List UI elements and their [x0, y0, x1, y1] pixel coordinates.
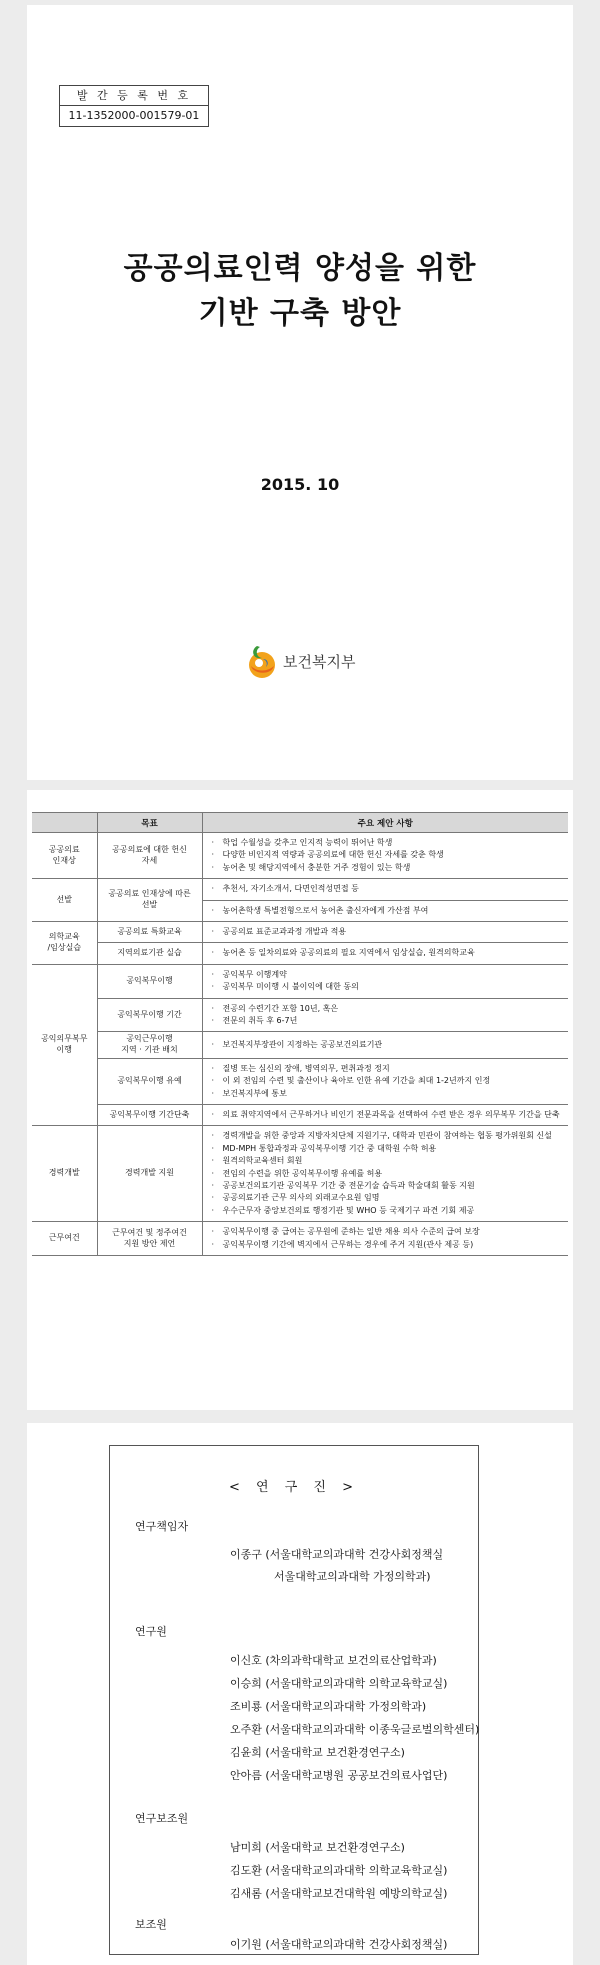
member-researcher: 조비룡 (서울대학교의과대학 가정의학과)	[230, 1700, 427, 1713]
table-row	[32, 1058, 568, 1104]
proposal-cell	[202, 1222, 568, 1256]
header-area	[32, 813, 97, 833]
report-title-line2: 기반 구축 방안	[198, 296, 402, 331]
member-assistant: 김새롬 (서울대학교보건대학원 예방의학교실)	[230, 1887, 448, 1900]
member-researcher: 김윤희 (서울대학교 보건환경연구소)	[230, 1746, 405, 1759]
proposal-cell	[202, 1058, 568, 1104]
goal-cell: 공공의료에 대한 헌신 자세	[97, 833, 202, 879]
registration-label: 발 간 등 록 번 호	[60, 86, 208, 106]
goal-cell: 공익복무이행 유예	[97, 1058, 202, 1104]
table-row	[32, 943, 568, 964]
registration-box	[59, 85, 209, 127]
proposal-item: · 보건복지부장관이 지정하는 공공보건의료기관	[211, 1039, 561, 1051]
ministry-emblem-icon	[245, 642, 279, 680]
proposal-item: · 질병 또는 심신의 장애, 병역의무, 편취과정 정지	[211, 1063, 561, 1075]
research-team-title: < 연 구 진 >	[229, 1480, 359, 1495]
proposal-item: · 원격의학교육센터 회원	[211, 1155, 561, 1167]
report-title-line1: 공공의료인력 양성을 위한	[123, 251, 477, 286]
goal-cell: 공익복무이행	[97, 964, 202, 998]
proposal-cell	[202, 833, 568, 879]
proposal-item: · 의료 취약지역에서 근무하거나 비인기 전문과목을 선택하여 수련 받은 경우 의무복무 기간을 단축	[211, 1109, 561, 1121]
role-aide: 보조원	[135, 1918, 167, 1931]
table-row	[32, 998, 568, 1032]
header-goal: 목표	[97, 813, 202, 833]
registration-number: 11-1352000-001579-01	[68, 109, 200, 122]
member-researcher: 이신호 (차의과학대학교 보건의료산업학과)	[230, 1654, 437, 1667]
table-row	[32, 1032, 568, 1059]
member-researcher: 안아름 (서울대학교병원 공공보건의료사업단)	[230, 1769, 448, 1782]
proposal-item: · 공익복무 이행계약	[211, 969, 561, 981]
member-assistant: 김도환 (서울대학교의과대학 의학교육학교실)	[230, 1864, 448, 1877]
area-cell: 공공의료 인재상	[32, 833, 97, 879]
proposal-item: · 공익복무 미이행 시 불이익에 대한 동의	[211, 981, 561, 993]
proposal-cell	[202, 921, 568, 942]
goal-cell: 공공의료 특화교육	[97, 921, 202, 942]
area-cell: 공익의무복무 이행	[32, 964, 97, 1126]
proposal-item: · MD-MPH 통합과정과 공익복무이행 기간 중 대학원 수학 허용	[211, 1143, 561, 1155]
proposal-item: · 공익복무이행 중 급여는 공무원에 준하는 일반 채용 의사 수준의 급여 보장	[211, 1226, 561, 1238]
research-team-box	[109, 1445, 479, 1955]
header-proposals: 주요 제안 사항	[202, 813, 568, 833]
proposal-cell	[202, 1105, 568, 1126]
proposal-item: · 추천서, 자기소개서, 다면인적성면접 등	[211, 883, 561, 895]
member-lead-line1: 이종구 (서울대학교의과대학 건강사회정책실	[230, 1548, 444, 1561]
role-assistants: 연구보조원	[135, 1812, 189, 1825]
table-row	[32, 1222, 568, 1256]
proposal-item: · 농어촌 및 해당지역에서 충분한 거주 경험이 있는 학생	[211, 862, 561, 874]
proposal-table	[32, 812, 568, 1256]
member-researcher: 이승희 (서울대학교의과대학 의학교육학교실)	[230, 1677, 448, 1690]
member-aide: 이기원 (서울대학교의과대학 건강사회정책실)	[230, 1938, 448, 1951]
table-header-row	[32, 813, 568, 833]
goal-cell: 공익근무이행 지역 · 기관 배치	[97, 1032, 202, 1059]
proposal-item: · 다양한 비인지적 역량과 공공의료에 대한 헌신 자세를 갖춘 학생	[211, 849, 561, 861]
goal-cell: 공공의료 인재상에 따른 선발	[97, 879, 202, 922]
proposal-cell	[202, 1032, 568, 1059]
proposal-item: · 전임의 수련을 위한 공익복무이행 유예를 허용	[211, 1168, 561, 1180]
proposal-item: · 전공의 수련기간 포함 10년, 혹은	[211, 1003, 561, 1015]
proposal-item: · 경력개발을 위한 중앙과 지방자치단체 지원기구, 대학과 민관이 참여하는 협동 평가위원회 신설	[211, 1130, 561, 1142]
table-row	[32, 1105, 568, 1126]
proposal-item: · 전문의 취득 후 6-7년	[211, 1015, 561, 1027]
table-row	[32, 921, 568, 942]
area-cell: 경력개발	[32, 1126, 97, 1222]
member-lead-line2: 서울대학교의과대학 가정의학과)	[274, 1570, 431, 1583]
area-cell: 근무여건	[32, 1222, 97, 1256]
proposal-item: · 우수근무자 중앙보건의료 행정기관 및 WHO 등 국제기구 파견 기회 제공	[211, 1205, 561, 1217]
research-team-page	[27, 1423, 573, 1965]
proposal-item: · 공공보건의료기관 공익복무 기간 중 전문기술 습득과 학술대회 활동 지원	[211, 1180, 561, 1192]
goal-cell: 공익복무이행 기간	[97, 998, 202, 1032]
area-cell: 선발	[32, 879, 97, 922]
proposal-item: · 보건복지부에 통보	[211, 1088, 561, 1100]
proposal-item: · 농어촌 등 일차의료와 공공의료의 필요 지역에서 임상실습, 원격의학교육	[211, 947, 561, 959]
area-cell: 의학교육 /임상실습	[32, 921, 97, 964]
proposal-cell	[202, 964, 568, 998]
proposal-cell	[202, 879, 568, 900]
proposal-item: · 학업 수월성을 갖추고 인지적 능력이 뛰어난 학생	[211, 837, 561, 849]
goal-cell: 근무여건 및 정주여건 지원 방안 제언	[97, 1222, 202, 1256]
proposal-item: · 공공의료기관 근무 의사의 외래교수요원 임명	[211, 1192, 561, 1204]
proposal-table-page	[27, 790, 573, 1410]
proposal-cell	[202, 1126, 568, 1222]
proposal-item: · 공익복무이행 기간에 벽지에서 근무하는 경우에 주거 지원(관사 제공 등)	[211, 1239, 561, 1251]
member-assistant: 남미희 (서울대학교 보건환경연구소)	[230, 1841, 405, 1854]
cover-page	[27, 5, 573, 780]
role-researchers: 연구원	[135, 1625, 167, 1638]
role-lead: 연구책임자	[135, 1520, 189, 1533]
goal-cell: 경력개발 지원	[97, 1126, 202, 1222]
proposal-item: · 이 외 전임의 수련 및 출산이나 육아로 인한 유예 기간을 최대 1-2년까지 인정	[211, 1075, 561, 1087]
proposal-cell	[202, 943, 568, 964]
goal-cell: 지역의료기관 실습	[97, 943, 202, 964]
member-researcher: 오주환 (서울대학교의과대학 이종욱글로벌의학센터)	[230, 1723, 480, 1736]
proposal-cell	[202, 900, 568, 921]
proposal-item: · 공공의료 표준교과과정 개발과 적용	[211, 926, 561, 938]
ministry-name: 보건복지부	[283, 652, 356, 671]
proposal-cell	[202, 998, 568, 1032]
table-row	[32, 833, 568, 879]
ministry-logo	[245, 642, 355, 680]
table-row	[32, 1126, 568, 1222]
proposal-item: · 농어촌학생 특별전형으로서 농어촌 출신자에게 가산점 부여	[211, 905, 561, 917]
table-row	[32, 964, 568, 998]
table-row	[32, 879, 568, 900]
goal-cell: 공익복무이행 기간단축	[97, 1105, 202, 1126]
publication-date: 2015. 10	[260, 475, 340, 494]
